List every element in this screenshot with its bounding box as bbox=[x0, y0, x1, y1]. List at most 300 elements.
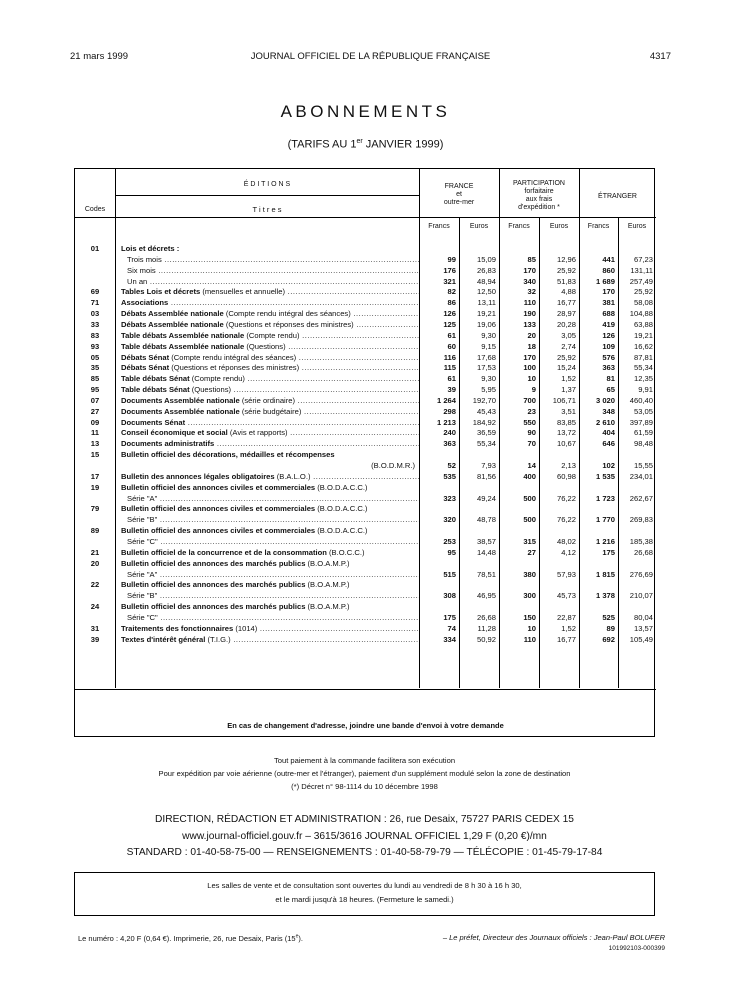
row-value: 1 689 bbox=[595, 276, 615, 286]
row-value: 78,51 bbox=[476, 569, 496, 579]
row-code: 17 bbox=[90, 471, 100, 481]
row-value: 1 216 bbox=[595, 536, 615, 546]
row-value: 38,57 bbox=[476, 536, 496, 546]
row-value: 48,94 bbox=[476, 276, 496, 286]
row-title-main: Série "B" bbox=[127, 591, 158, 601]
row-value: 4,88 bbox=[561, 287, 576, 297]
row-value: 16,77 bbox=[556, 298, 576, 308]
row-title bbox=[121, 450, 419, 459]
row-value: 419 bbox=[602, 319, 615, 329]
row-title-main: Bulletin officiel des annonces civiles et commerciales bbox=[121, 526, 316, 536]
row-value: 688 bbox=[602, 309, 615, 319]
row-title bbox=[121, 407, 419, 416]
row-value: 234,01 bbox=[629, 471, 653, 481]
row-value: 85 bbox=[527, 254, 536, 264]
row-value: 45,73 bbox=[556, 591, 576, 601]
subheader-francs: Francs bbox=[508, 223, 530, 230]
opening-hours-line2: et le mardi jusqu'à 18 heures. (Fermeture le samedi.) bbox=[275, 895, 454, 904]
row-value: 61,59 bbox=[633, 428, 653, 438]
row-value: 12,50 bbox=[476, 287, 496, 297]
row-value: 100 bbox=[523, 363, 536, 373]
row-title-extra: (Compte rendu) bbox=[244, 330, 300, 340]
row-value: 1 815 bbox=[595, 569, 615, 579]
row-title bbox=[121, 624, 419, 633]
row-value: 16,77 bbox=[556, 634, 576, 644]
row-value: 192,70 bbox=[472, 395, 496, 405]
row-title bbox=[121, 428, 419, 437]
row-title-main: Traitements des fonctionnaires bbox=[121, 623, 234, 633]
row-title-extra: (B.O.A.M.P.) bbox=[305, 558, 350, 568]
row-title-main: Série "A" bbox=[127, 569, 158, 579]
row-title-main: Table débats Sénat bbox=[121, 385, 190, 395]
row-title-main: Lois et décrets : bbox=[121, 244, 180, 253]
row-title bbox=[121, 461, 415, 470]
row-title bbox=[121, 548, 419, 557]
row-title-main: Table débats Sénat bbox=[121, 374, 190, 384]
row-value: 348 bbox=[602, 406, 615, 416]
row-title bbox=[127, 515, 419, 524]
leader-dots bbox=[351, 309, 419, 318]
header-participation bbox=[499, 180, 579, 212]
row-title-extra: (1014) bbox=[233, 623, 258, 633]
leader-dots bbox=[185, 418, 419, 427]
row-value: 397,89 bbox=[629, 417, 653, 427]
row-value: 2,74 bbox=[561, 341, 576, 351]
row-value: 363 bbox=[443, 439, 456, 449]
row-value: 116 bbox=[443, 352, 456, 362]
address-change-note: En cas de changement d'adresse, joindre une bande d'envoi à votre demande bbox=[227, 721, 504, 730]
row-value: 9 bbox=[531, 385, 536, 395]
row-value: 860 bbox=[602, 265, 615, 275]
row-value: 269,83 bbox=[629, 515, 653, 525]
row-value: 81 bbox=[606, 374, 615, 384]
row-title-extra: (Questions) bbox=[189, 385, 232, 395]
leader-dots bbox=[156, 266, 419, 275]
row-code: 93 bbox=[90, 341, 100, 351]
row-value: 52 bbox=[447, 461, 456, 470]
row-value: 60,98 bbox=[556, 471, 576, 481]
row-value: 83,85 bbox=[556, 417, 576, 427]
footer-price-end: ). bbox=[298, 933, 303, 943]
row-value: 82 bbox=[447, 287, 456, 297]
row-title-extra: (Compte rendu) bbox=[189, 374, 245, 384]
row-value: 125 bbox=[443, 319, 456, 329]
row-title bbox=[121, 580, 419, 589]
row-code: 35 bbox=[90, 363, 100, 373]
page-subtitle bbox=[0, 138, 731, 151]
row-value: 175 bbox=[602, 547, 615, 557]
footer-director: – Le préfet, Directeur des Journaux officiels : Jean-Paul BOLUFER bbox=[442, 933, 665, 942]
row-value: 14 bbox=[527, 461, 536, 470]
leader-dots bbox=[245, 374, 419, 383]
row-title-extra: (B.O.D.A.C.C.) bbox=[315, 482, 368, 492]
leader-dots bbox=[288, 428, 419, 437]
row-value: 334 bbox=[443, 634, 456, 644]
row-value: 3 020 bbox=[595, 395, 615, 405]
row-title-extra: (B.O.D.A.C.C.) bbox=[315, 504, 368, 514]
row-value: 320 bbox=[443, 515, 456, 525]
header-page-number: 4317 bbox=[649, 51, 671, 62]
row-value: 2 610 bbox=[595, 417, 615, 427]
row-value: 55,34 bbox=[476, 439, 496, 449]
header-participation-line1: PARTICIPATION bbox=[513, 180, 565, 187]
row-title-extra: (Questions et réponses des ministres) bbox=[169, 363, 300, 373]
row-code: 27 bbox=[90, 406, 100, 416]
row-value: 190 bbox=[523, 309, 536, 319]
payment-info-line1: Tout paiement à la commande facilitera son exécution bbox=[273, 756, 456, 765]
row-value: 50,92 bbox=[476, 634, 496, 644]
row-code: 11 bbox=[90, 428, 100, 438]
row-title bbox=[121, 353, 419, 362]
divider-vertical bbox=[115, 169, 116, 688]
row-code: 09 bbox=[90, 417, 100, 427]
direction-web: www.journal-officiel.gouv.fr – 3615/3616 JOURNAL OFFICIEL 1,29 F (0,20 €)/mn bbox=[182, 830, 547, 842]
row-value: 16,62 bbox=[633, 341, 653, 351]
row-value: 253 bbox=[443, 536, 456, 546]
row-code: 83 bbox=[90, 330, 100, 340]
row-value: 257,49 bbox=[629, 276, 653, 286]
header-codes: Codes bbox=[84, 206, 106, 213]
row-code: 15 bbox=[90, 450, 100, 460]
row-value: 646 bbox=[602, 439, 615, 449]
row-title bbox=[121, 331, 419, 340]
row-title-extra: (Compte rendu intégral des séances) bbox=[223, 309, 351, 319]
row-value: 1,52 bbox=[561, 374, 576, 384]
row-code: 95 bbox=[90, 385, 100, 395]
divider-horizontal bbox=[115, 195, 419, 196]
row-title-extra: (Compte rendu intégral des séances) bbox=[169, 352, 297, 362]
row-title bbox=[121, 526, 419, 535]
row-code: 05 bbox=[90, 352, 100, 362]
leader-dots bbox=[214, 439, 419, 448]
row-title-main: Bulletin officiel de la concurrence et de la consommation bbox=[121, 547, 327, 557]
row-value: 61 bbox=[447, 374, 456, 384]
row-value: 363 bbox=[602, 363, 615, 373]
row-value: 5,95 bbox=[481, 385, 496, 395]
row-value: 1,37 bbox=[561, 385, 576, 395]
row-code: 39 bbox=[90, 634, 100, 644]
row-title-main: (B.O.D.M.R.) bbox=[371, 461, 415, 470]
header-france-line3: outre-mer bbox=[443, 199, 475, 206]
leader-dots bbox=[301, 407, 419, 416]
row-value: 276,69 bbox=[629, 569, 653, 579]
row-title-main: Bulletin officiel des annonces des marchés publics bbox=[121, 558, 306, 568]
leader-dots bbox=[157, 515, 419, 524]
row-title-main: Débats Sénat bbox=[121, 363, 170, 373]
row-title bbox=[121, 244, 419, 253]
row-title-extra: (T.I.G.) bbox=[205, 634, 231, 644]
leader-dots bbox=[162, 255, 419, 264]
row-value: 17,53 bbox=[476, 363, 496, 373]
row-title-main: Bulletin officiel des décorations, médailles et récompenses bbox=[121, 450, 335, 460]
row-title bbox=[127, 494, 419, 503]
row-value: 3,51 bbox=[561, 406, 576, 416]
row-value: 170 bbox=[523, 265, 536, 275]
footer-reference: 101992103-000399 bbox=[608, 945, 665, 952]
row-title-extra: (Questions) bbox=[244, 341, 286, 351]
row-value: 692 bbox=[602, 634, 615, 644]
tariffs-table bbox=[74, 168, 655, 737]
subtitle-post: JANVIER 1999) bbox=[362, 138, 444, 151]
row-value: 1,52 bbox=[561, 623, 576, 633]
row-title bbox=[121, 418, 419, 427]
row-value: 105,49 bbox=[629, 634, 653, 644]
row-value: 51,83 bbox=[556, 276, 576, 286]
row-title bbox=[127, 266, 419, 275]
row-value: 15,24 bbox=[556, 363, 576, 373]
row-title-main: Série "C" bbox=[127, 612, 158, 622]
row-value: 19,06 bbox=[476, 319, 496, 329]
row-value: 61 bbox=[447, 330, 456, 340]
row-value: 185,38 bbox=[629, 536, 653, 546]
row-value: 133 bbox=[523, 319, 536, 329]
row-title bbox=[121, 342, 419, 351]
row-value: 1 535 bbox=[595, 471, 615, 481]
row-title bbox=[127, 591, 419, 600]
row-code: 71 bbox=[90, 298, 100, 308]
divider-horizontal bbox=[75, 217, 656, 218]
row-value: 25,92 bbox=[633, 287, 653, 297]
opening-hours-box bbox=[74, 872, 655, 916]
row-value: 90 bbox=[527, 428, 536, 438]
row-value: 36,59 bbox=[476, 428, 496, 438]
row-title-main: Bulletin des annonces légales obligatoires bbox=[121, 471, 275, 481]
row-value: 106,71 bbox=[552, 395, 576, 405]
row-code: 19 bbox=[90, 482, 100, 492]
row-value: 4,12 bbox=[561, 547, 576, 557]
row-value: 99 bbox=[447, 254, 456, 264]
row-title-main: Documents Assemblée nationale bbox=[121, 406, 240, 416]
row-value: 176 bbox=[443, 265, 456, 275]
leader-dots bbox=[300, 331, 419, 340]
row-value: 9,30 bbox=[481, 330, 496, 340]
row-title bbox=[127, 613, 419, 622]
row-title-extra: (mensuelles et annuelle) bbox=[200, 287, 286, 297]
header-participation-line4: d'expédition * bbox=[518, 204, 560, 211]
row-title bbox=[121, 385, 419, 394]
row-title bbox=[121, 287, 419, 296]
row-title bbox=[127, 255, 419, 264]
row-value: 22,87 bbox=[556, 612, 576, 622]
row-title-extra: (B.O.A.M.P.) bbox=[305, 580, 350, 590]
row-title-main: Table débats Assemblée nationale bbox=[121, 341, 245, 351]
row-title bbox=[121, 298, 419, 307]
row-code: 13 bbox=[90, 439, 100, 449]
row-value: 11,28 bbox=[477, 623, 496, 633]
page-title: ABONNEMENTS bbox=[280, 102, 451, 121]
row-value: 13,57 bbox=[633, 623, 653, 633]
row-value: 104,88 bbox=[629, 309, 653, 319]
row-title bbox=[121, 635, 419, 644]
row-value: 28,97 bbox=[556, 309, 576, 319]
row-title-main: Table débats Assemblée nationale bbox=[121, 330, 245, 340]
row-title-main: Trois mois bbox=[127, 254, 162, 264]
row-value: 460,40 bbox=[629, 395, 653, 405]
leader-dots bbox=[168, 298, 419, 307]
row-value: 380 bbox=[523, 569, 536, 579]
row-value: 3,05 bbox=[561, 330, 576, 340]
leader-dots bbox=[147, 277, 419, 286]
subheader-euros: Euros bbox=[469, 223, 489, 230]
page-header bbox=[70, 51, 671, 65]
row-title bbox=[121, 559, 419, 568]
leader-dots bbox=[285, 287, 419, 296]
row-value: 60 bbox=[447, 341, 456, 351]
row-value: 109 bbox=[602, 341, 615, 351]
row-value: 45,43 bbox=[476, 406, 496, 416]
row-value: 535 bbox=[443, 471, 456, 481]
row-title-main: Documents administratifs bbox=[121, 439, 215, 449]
row-value: 15,09 bbox=[476, 254, 496, 264]
row-value: 298 bbox=[443, 406, 456, 416]
row-title bbox=[121, 602, 419, 611]
row-value: 12,35 bbox=[633, 374, 653, 384]
row-title-extra: (série budgétaire) bbox=[239, 406, 302, 416]
row-value: 110 bbox=[523, 634, 536, 644]
row-title-main: Série "A" bbox=[127, 493, 158, 503]
subheader-francs: Francs bbox=[587, 223, 610, 230]
row-value: 126 bbox=[602, 330, 615, 340]
row-title-main: Conseil économique et social bbox=[121, 428, 228, 438]
leader-dots bbox=[231, 635, 419, 644]
row-code: 20 bbox=[90, 558, 100, 568]
row-title-main: Bulletin officiel des annonces des marchés publics bbox=[121, 602, 306, 612]
row-code: 24 bbox=[90, 602, 100, 612]
header-participation-line2: forfaitaire bbox=[524, 188, 554, 195]
row-value: 26,68 bbox=[476, 612, 496, 622]
row-title-main: Débats Sénat bbox=[121, 352, 170, 362]
row-value: 13,72 bbox=[556, 428, 576, 438]
direction-phones: STANDARD : 01-40-58-75-00 — RENSEIGNEMENTS : 01-40-58-79-79 — TÉLÉCOPIE : 01-45-79-17-84 bbox=[126, 847, 603, 858]
row-title bbox=[121, 472, 419, 481]
row-title-main: Bulletin officiel des annonces civiles et commerciales bbox=[121, 504, 316, 514]
row-value: 300 bbox=[523, 591, 536, 601]
row-title-extra: (B.O.D.A.C.C.) bbox=[315, 526, 368, 536]
row-value: 525 bbox=[602, 612, 615, 622]
row-value: 25,92 bbox=[556, 265, 576, 275]
row-value: 81,56 bbox=[476, 471, 496, 481]
row-title-extra: (B.A.L.O.) bbox=[274, 471, 311, 481]
header-participation-line3: aux frais bbox=[525, 196, 553, 203]
row-value: 20,28 bbox=[556, 319, 576, 329]
row-title-main: Débats Assemblée nationale bbox=[121, 319, 224, 329]
row-value: 2,13 bbox=[561, 461, 576, 470]
divider-horizontal bbox=[75, 689, 656, 690]
subheader-euros: Euros bbox=[627, 223, 647, 230]
row-value: 67,23 bbox=[633, 254, 653, 264]
row-value: 240 bbox=[443, 428, 456, 438]
footer-price bbox=[78, 934, 303, 943]
payment-info-line3: (*) Décret n° 98-1114 du 10 décembre 1998 bbox=[291, 782, 438, 791]
leader-dots bbox=[257, 624, 419, 633]
row-value: 10 bbox=[527, 623, 536, 633]
row-value: 110 bbox=[523, 298, 536, 308]
row-value: 49,24 bbox=[476, 493, 496, 503]
row-code: 21 bbox=[90, 547, 100, 557]
row-value: 170 bbox=[523, 352, 536, 362]
row-title-extra: (série ordinaire) bbox=[239, 395, 296, 405]
row-value: 1 213 bbox=[436, 417, 456, 427]
leader-dots bbox=[157, 591, 419, 600]
row-title-main: Six mois bbox=[127, 265, 156, 275]
row-value: 500 bbox=[523, 515, 536, 525]
row-code: 79 bbox=[90, 504, 100, 514]
row-code: 69 bbox=[90, 287, 100, 297]
row-value: 57,93 bbox=[556, 569, 576, 579]
row-value: 175 bbox=[443, 612, 456, 622]
row-code: 85 bbox=[90, 374, 100, 384]
row-code: 31 bbox=[90, 623, 100, 633]
row-value: 115 bbox=[443, 363, 456, 373]
row-value: 17,68 bbox=[476, 352, 496, 362]
row-value: 14,48 bbox=[476, 547, 496, 557]
row-title-main: Bulletin officiel des annonces civiles et commerciales bbox=[121, 482, 316, 492]
header-editions: É D I T I O N S bbox=[243, 181, 291, 188]
row-value: 500 bbox=[523, 493, 536, 503]
row-value: 89 bbox=[606, 623, 615, 633]
row-value: 26,68 bbox=[633, 547, 653, 557]
row-value: 1 723 bbox=[595, 493, 615, 503]
row-value: 53,05 bbox=[633, 406, 653, 416]
row-value: 20 bbox=[527, 330, 536, 340]
row-value: 9,15 bbox=[481, 341, 496, 351]
row-title-extra: (B.O.A.M.P.) bbox=[305, 602, 350, 612]
row-value: 86 bbox=[447, 298, 456, 308]
header-titres: T i t r e s bbox=[252, 205, 282, 214]
row-value: 9,30 bbox=[481, 374, 496, 384]
row-value: 1 264 bbox=[436, 395, 456, 405]
row-title-main: Série "B" bbox=[127, 515, 158, 525]
row-value: 700 bbox=[523, 395, 536, 405]
row-value: 98,48 bbox=[633, 439, 653, 449]
row-value: 15,55 bbox=[633, 461, 653, 470]
row-value: 18 bbox=[527, 341, 536, 351]
row-value: 46,95 bbox=[476, 591, 496, 601]
row-value: 19,21 bbox=[476, 309, 496, 319]
leader-dots bbox=[158, 613, 419, 622]
row-title bbox=[121, 363, 419, 372]
row-value: 19,21 bbox=[633, 330, 653, 340]
row-code: 01 bbox=[90, 244, 100, 253]
row-value: 7,93 bbox=[481, 461, 496, 470]
row-title-extra: (Questions et réponses des ministres) bbox=[223, 319, 354, 329]
row-title-main: Série "C" bbox=[127, 536, 158, 546]
row-value: 210,07 bbox=[629, 591, 653, 601]
row-code: 22 bbox=[90, 580, 100, 590]
row-value: 262,67 bbox=[629, 493, 653, 503]
row-code: 03 bbox=[90, 309, 100, 319]
row-value: 25,92 bbox=[556, 352, 576, 362]
row-value: 76,22 bbox=[556, 493, 576, 503]
row-value: 1 378 bbox=[595, 591, 615, 601]
row-value: 58,08 bbox=[633, 298, 653, 308]
row-value: 48,02 bbox=[556, 536, 576, 546]
payment-info-line2: Pour expédition par voie aérienne (outre-mer et l'étranger), paiement d'un supplément modulé selon la zone de destination bbox=[158, 769, 571, 778]
opening-hours-line1: Les salles de vente et de consultation sont ouvertes du lundi au vendredi de 8 h 30 à 16 h 30, bbox=[207, 881, 522, 890]
row-title-main: Tables Lois et décrets bbox=[121, 287, 201, 297]
row-value: 95 bbox=[447, 547, 456, 557]
header-france-line2: et bbox=[456, 191, 462, 198]
leader-dots bbox=[157, 570, 419, 579]
leader-dots bbox=[231, 385, 419, 394]
row-value: 323 bbox=[443, 493, 456, 503]
row-value: 87,81 bbox=[633, 352, 653, 362]
row-title-main: Textes d'intérêt général bbox=[121, 634, 206, 644]
subheader-euros: Euros bbox=[549, 223, 569, 230]
row-code: 33 bbox=[90, 319, 100, 329]
row-value: 126 bbox=[443, 309, 456, 319]
row-value: 10 bbox=[527, 374, 536, 384]
